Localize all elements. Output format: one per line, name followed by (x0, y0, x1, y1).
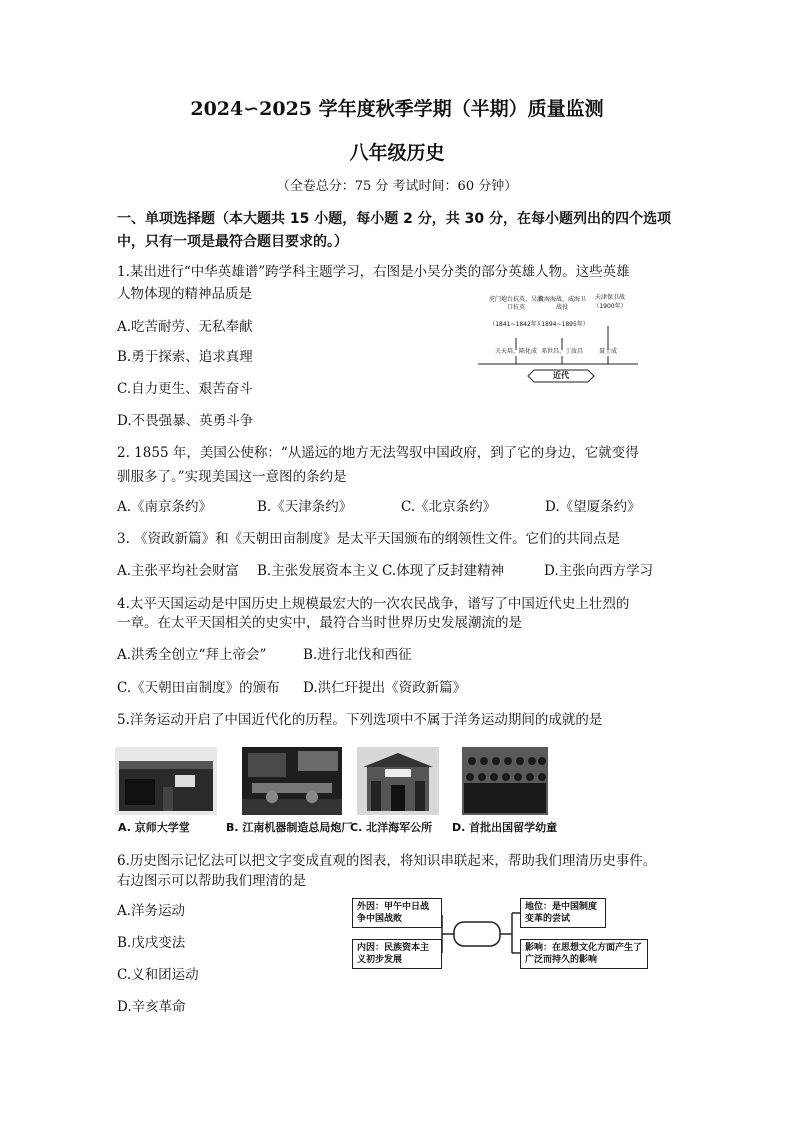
exam-info: （全卷总分：75 分 考试时间：60 分钟） (276, 179, 518, 194)
q3-option-b[interactable]: B.主张发展资本主义 (257, 563, 380, 579)
q1-option-b[interactable]: B.勇于探索、追求真理 (117, 349, 253, 365)
timeline-people-1: 关天培、陈化成 (494, 348, 537, 355)
photo-jingshi-university[interactable] (115, 747, 217, 815)
q4-option-a[interactable]: A.洪秀全创立“拜上帝会” (117, 647, 267, 663)
q5-option-b[interactable]: B. 江南机器制造总局炮厂 (226, 821, 353, 834)
timeline-people-3: 聂士成 (598, 348, 617, 355)
q3-option-a[interactable]: A.主张平均社会财富 (117, 563, 240, 579)
q5-option-c[interactable]: C. 北洋海军公所 (350, 821, 433, 834)
timeline-year-3: （1900年） (593, 303, 627, 310)
q1-option-a[interactable]: A.吃苦耐劳、无私奉献 (117, 319, 253, 335)
q5-option-d[interactable]: D. 首批出国留学幼童 (452, 821, 558, 834)
page-title: 2024∽2025 学年度秋季学期（半期）质量监测 (190, 98, 604, 120)
photo-first-students-abroad[interactable] (462, 747, 548, 815)
q3-option-d[interactable]: D.主张向西方学习 (544, 563, 654, 579)
photo-drawing-c (357, 747, 439, 815)
q6-stem-line1: 6.历史图示记忆法可以把文字变成直观的图表，将知识串联起来，帮助我们理清历史事件。 (117, 853, 657, 869)
q1-option-d[interactable]: D.不畏强暴、英勇斗争 (117, 413, 254, 429)
q3-option-c[interactable]: C.体现了反封建精神 (382, 563, 505, 579)
q3-stem: 3. 《资政新篇》和《天朝田亩制度》是太平天国颁布的纲领性文件。它们的共同点是 (117, 531, 621, 547)
mind-map-internal-cause: 内因：民族资本主义初步发展 (352, 939, 442, 969)
q1-hero-figure (478, 290, 638, 388)
subject-title: 八年级历史 (349, 142, 445, 164)
timeline-event-1: 虎门炮台抗英、吴淞口抗英 (488, 296, 543, 311)
photo-jiangnan-arsenal[interactable] (242, 747, 342, 815)
timeline-people-2: 邓世昌、丁汝昌 (540, 348, 583, 355)
q1-stem-line2: 人物体现的精神品质是 (117, 286, 252, 302)
q6-stem-line2: 右边图示可以帮助我们理清的是 (117, 873, 306, 889)
photo-beiyang-navy-office[interactable] (357, 747, 439, 815)
mind-map-external-cause: 外因：甲午中日战争中国战败 (352, 898, 442, 928)
q4-option-c[interactable]: C.《天朝田亩制度》的颁布 (117, 680, 280, 696)
q6-option-a[interactable]: A.洋务运动 (117, 903, 186, 919)
q2-option-d[interactable]: D.《望厦条约》 (545, 499, 641, 515)
mind-map-influence: 影响：在思想文化方面产生了广泛而持久的影响 (520, 939, 648, 969)
q1-option-c[interactable]: C.自力更生、艰苦奋斗 (117, 381, 253, 397)
q4-option-d[interactable]: D.洪仁玕提出《资政新篇》 (303, 680, 467, 696)
section-heading-line1: 一、单项选择题（本大题共 15 小题，每小题 2 分，共 30 分，在每小题列出的四个选项 (117, 211, 671, 227)
q6-option-c[interactable]: C.义和团运动 (117, 967, 199, 983)
photo-drawing-b (242, 747, 342, 815)
photo-drawing-d (462, 747, 548, 815)
timeline-root: 近代 (553, 371, 569, 380)
section-heading-line2: 中，只有一项是最符合题目要求的。） (117, 234, 348, 250)
q6-option-b[interactable]: B.戊戌变法 (117, 935, 186, 951)
q2-stem-line1: 2. 1855 年，美国公使称：“从遥远的地方无法驾驭中国政府，到了它的身边，它就变得 (117, 445, 639, 461)
q6-option-d[interactable]: D.辛亥革命 (117, 999, 186, 1015)
q2-option-a[interactable]: A.《南京条约》 (117, 499, 213, 515)
timeline-event-3: 天津保卫战 (594, 294, 625, 301)
photo-drawing-a (115, 747, 217, 815)
q4-stem-line1: 4.太平天国运动是中国历史上规模最宏大的一次农民战争，谱写了中国近代史上壮烈的 (117, 596, 630, 612)
timeline-event-2: 黄海海战、威海卫战役 (537, 296, 586, 311)
q4-option-b[interactable]: B.进行北伐和西征 (303, 647, 412, 663)
q5-option-a[interactable]: A. 京师大学堂 (118, 821, 190, 834)
timeline-year-1: （1841~1842年） (489, 321, 543, 328)
q1-stem-line1: 1.某出进行“中华英雄谱”跨学科主题学习，右图是小吴分类的部分英雄人物。这些英雄 (117, 264, 630, 280)
q2-option-b[interactable]: B.《天津条约》 (257, 499, 353, 515)
q4-stem-line2: 一章。在太平天国相关的史实中，最符合当时世界历史发展潮流的是 (117, 615, 522, 631)
q5-stem: 5.洋务运动开启了中国近代化的历程。下列选项中不属于洋务运动期间的成就的是 (117, 712, 603, 728)
q2-stem-line2: 驯服多了。”实现美国这一意图的条约是 (117, 469, 347, 485)
timeline-year-2: （1894~1895年） (535, 321, 589, 328)
q2-option-c[interactable]: C.《北京条约》 (401, 499, 497, 515)
mind-map-status: 地位：是中国制度变革的尝试 (520, 898, 606, 928)
